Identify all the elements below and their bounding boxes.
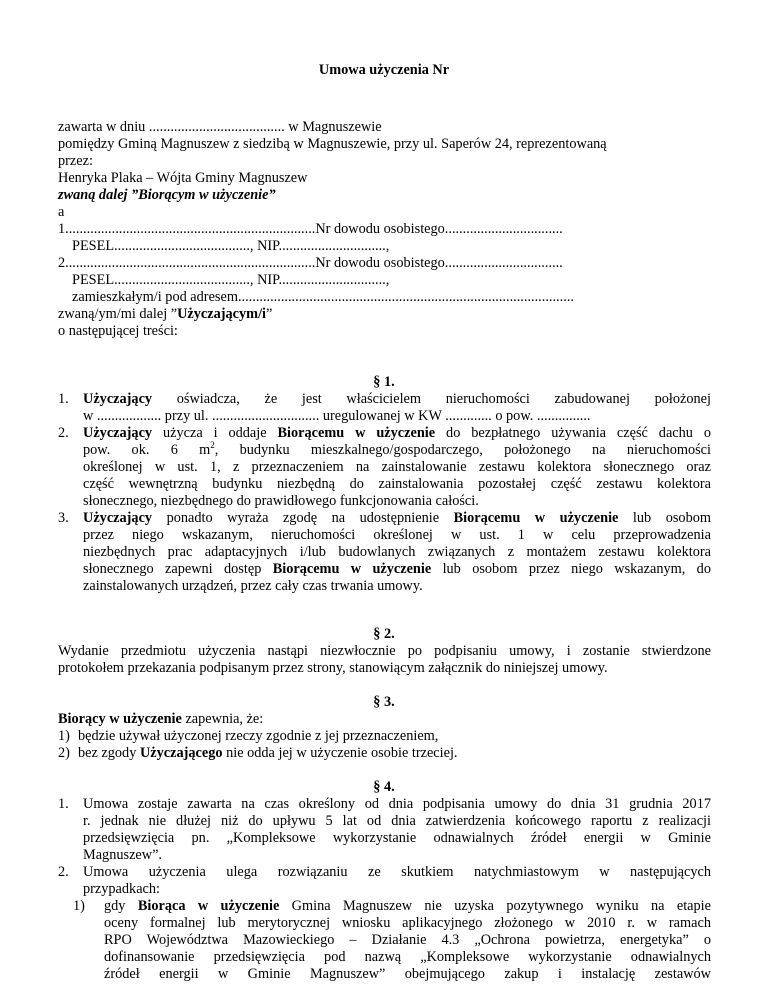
s4-sub-borrower: Biorąca w użyczenie [137, 898, 280, 914]
s2-line1: Wydanie przedmiotu użyczenia nastąpi niezwłocznie po podpisaniu umowy, i zostanie stwierdzone [58, 643, 711, 659]
intro-person-2: 2......................................................................Nr dowodu osobistego................................. [58, 255, 563, 271]
s1-p2-building: , budynku mieszkalnego/gospodarczego, położonego na nieruchomości [214, 442, 711, 458]
s4-sub-line5: źródeł energii w Gminie Magnuszew” obejmującego zakup i instalację zestawów [104, 966, 711, 982]
s1-p2-area: pow. ok. 6 m [83, 442, 211, 458]
section-3-heading: § 3. [373, 694, 395, 710]
s1-num-1: 1. [58, 391, 69, 407]
s4-sub-line3: RPO Województwa Mazowieckiego – Działanie 4.3 „Ochrona powietrza, energetyka” o [104, 932, 711, 948]
s1-p3-borrower-2: Biorącemu w użyczenie [272, 561, 432, 577]
s4-num-2: 2. [58, 864, 69, 880]
s1-p3-line4 [83, 561, 711, 578]
intro-lender-def [58, 306, 272, 323]
s3-item-2 [78, 745, 706, 762]
s1-p1-term: Użyczający [83, 391, 153, 407]
intro-borrower-def: zwaną dalej ”Biorącym w użyczenie” [58, 187, 276, 203]
s3-borrower: Biorący w użyczenie [58, 711, 182, 727]
s3-lender: Użyczającego [139, 745, 223, 761]
intro-date-line: zawarta w dniu ...................................... w Magnuszewie [58, 119, 382, 135]
intro-representative: Henryka Plaka – Wójta Gminy Magnuszew [58, 170, 308, 186]
s1-p3-line3: niezbędnych prac adaptacyjnych i/lub budowlanych związanych z montażem zestawu kolektora [83, 544, 711, 560]
section-1-heading: § 1. [373, 374, 395, 390]
s4-num-1: 1. [58, 796, 69, 812]
s1-p2-line2 [83, 442, 711, 459]
s1-p2-line3: określonej w ust. 1, z przeznaczeniem na zainstalowanie zestawu kolektora słonecznego oraz [83, 459, 711, 475]
s1-p3-term: Użyczający [83, 510, 153, 526]
lender-def-term: Użyczającym/i [177, 306, 267, 322]
s4-sub-line2: oceny formalnej lub merytorycznej wniosku aplikacyjnego złożonego w 2010 r. w ramach [104, 915, 711, 931]
s1-p3-text-d: lub osobom przez niego wskazanym, do [431, 561, 711, 577]
s1-p2-text-a: użycza i oddaje [152, 425, 278, 441]
s4-sub-line4: dofinansowanie przedsięwzięcia pod nazwą „Kompleksowe wykorzystanie odnawialnych [104, 949, 711, 965]
s3-item-1: będzie używał użyczonej rzeczy zgodnie z jej przeznaczeniem, [78, 728, 439, 744]
s1-p3-line2: przez niego wskazanym, nieruchomości określonej w ust. 1 w celu przeprowadzenia [83, 527, 711, 543]
s1-p3-borrower: Biorącemu w użyczenie [453, 510, 619, 526]
section-2-heading: § 2. [373, 626, 395, 642]
s4-p1-line2: r. jednak nie dłużej niż do upływu 5 lat od dnia zatwierdzenia końcowego raportu z realizacji [83, 813, 711, 829]
s1-p3-text-c: słonecznego zapewni dostęp [83, 561, 273, 577]
s1-p2-borrower: Biorącemu w użyczenie [277, 425, 436, 441]
s3-intro [58, 711, 711, 728]
intro-przez: przez: [58, 153, 93, 169]
s1-p1-line2: w .................. przy ul. .............................. uregulowanej w KW ............. o pow. ............... [83, 408, 591, 424]
s4-p1-line1: Umowa zostaje zawarta na czas określony od dnia podpisania umowy do dnia 31 grudnia 2017 [83, 796, 711, 812]
intro-content: o następującej treści: [58, 323, 178, 339]
s4-p2-line2: przypadkach: [83, 881, 161, 897]
document-title: Umowa użyczenia Nr [318, 62, 450, 78]
s4-sub-text-a: gdy [104, 898, 138, 914]
intro-party-line: pomiędzy Gminą Magnuszew z siedzibą w Magnuszewie, przy ul. Saperów 24, reprezentowaną [58, 136, 607, 152]
s2-line2: protokołem przekazania podpisanym przez strony, stanowiącym załącznik do niniejszej umowy. [58, 660, 608, 676]
s4-sub-text-b: Gmina Magnuszew nie uzyska pozytywnego wyniku na etapie [279, 898, 711, 914]
intro-person-1: 1......................................................................Nr dowodu osobistego................................. [58, 221, 563, 237]
s3-num-2: 2) [58, 745, 70, 761]
s4-p2-line1: Umowa użyczenia ulega rozwiązaniu ze skutkiem natychmiastowym w następujących [83, 864, 711, 880]
intro-address: zamieszkałym/i pod adresem.............................................................................................. [72, 289, 574, 305]
lender-def-suffix: ” [266, 306, 273, 322]
s1-p2-line1 [83, 425, 711, 442]
s1-num-2: 2. [58, 425, 69, 441]
s1-p2-line4: część wewnętrzną budynku niezbędną do zainstalowania pozostałej część zestawu kolektora [83, 476, 711, 492]
s3-item-2-text-a: bez zgody [78, 745, 140, 761]
s1-p2-text-b: do bezpłatnego używania część dachu o [435, 425, 712, 441]
s1-p2-line5: słonecznego, niezbędnego do prawidłowego funkcjonowania całości. [83, 493, 479, 509]
intro-pesel-1: PESEL......................................, NIP.............................., [72, 238, 390, 254]
s1-num-3: 3. [58, 510, 69, 526]
s4-p1-line4: Magnuszew”. [83, 847, 163, 863]
lender-def-prefix: zwaną/ym/mi dalej ” [58, 306, 178, 322]
s3-item-2-text-b: nie odda jej w użyczenie osobie trzeciej. [222, 745, 458, 761]
s1-p3-line5: zainstalowanych urządzeń, przez cały czas trwania umowy. [83, 578, 423, 594]
s1-p2-sup: 2 [210, 440, 215, 451]
s1-p3-line1 [83, 510, 711, 527]
s3-intro-text: zapewnia, że: [181, 711, 264, 727]
s4-sub-num-1: 1) [73, 898, 85, 914]
section-4-heading: § 4. [373, 779, 395, 795]
intro-a: a [58, 204, 65, 220]
s1-p3-text-b: lub osobom [618, 510, 711, 526]
s4-p1-line3: przedsięwzięcia pn. „Kompleksowe wykorzystanie odnawialnych źródeł energii w Gminie [83, 830, 711, 846]
s1-p3-text-a: ponadto wyraża zgodę na udostępnienie [152, 510, 454, 526]
intro-pesel-2: PESEL......................................, NIP.............................., [72, 272, 390, 288]
s1-p1-line1 [83, 391, 711, 408]
s3-num-1: 1) [58, 728, 70, 744]
s1-p1-text: oświadcza, że jest właścicielem nieruchomości zabudowanej położonej [152, 391, 711, 407]
s1-p2-term: Użyczający [83, 425, 153, 441]
s4-sub-line1 [104, 898, 711, 915]
